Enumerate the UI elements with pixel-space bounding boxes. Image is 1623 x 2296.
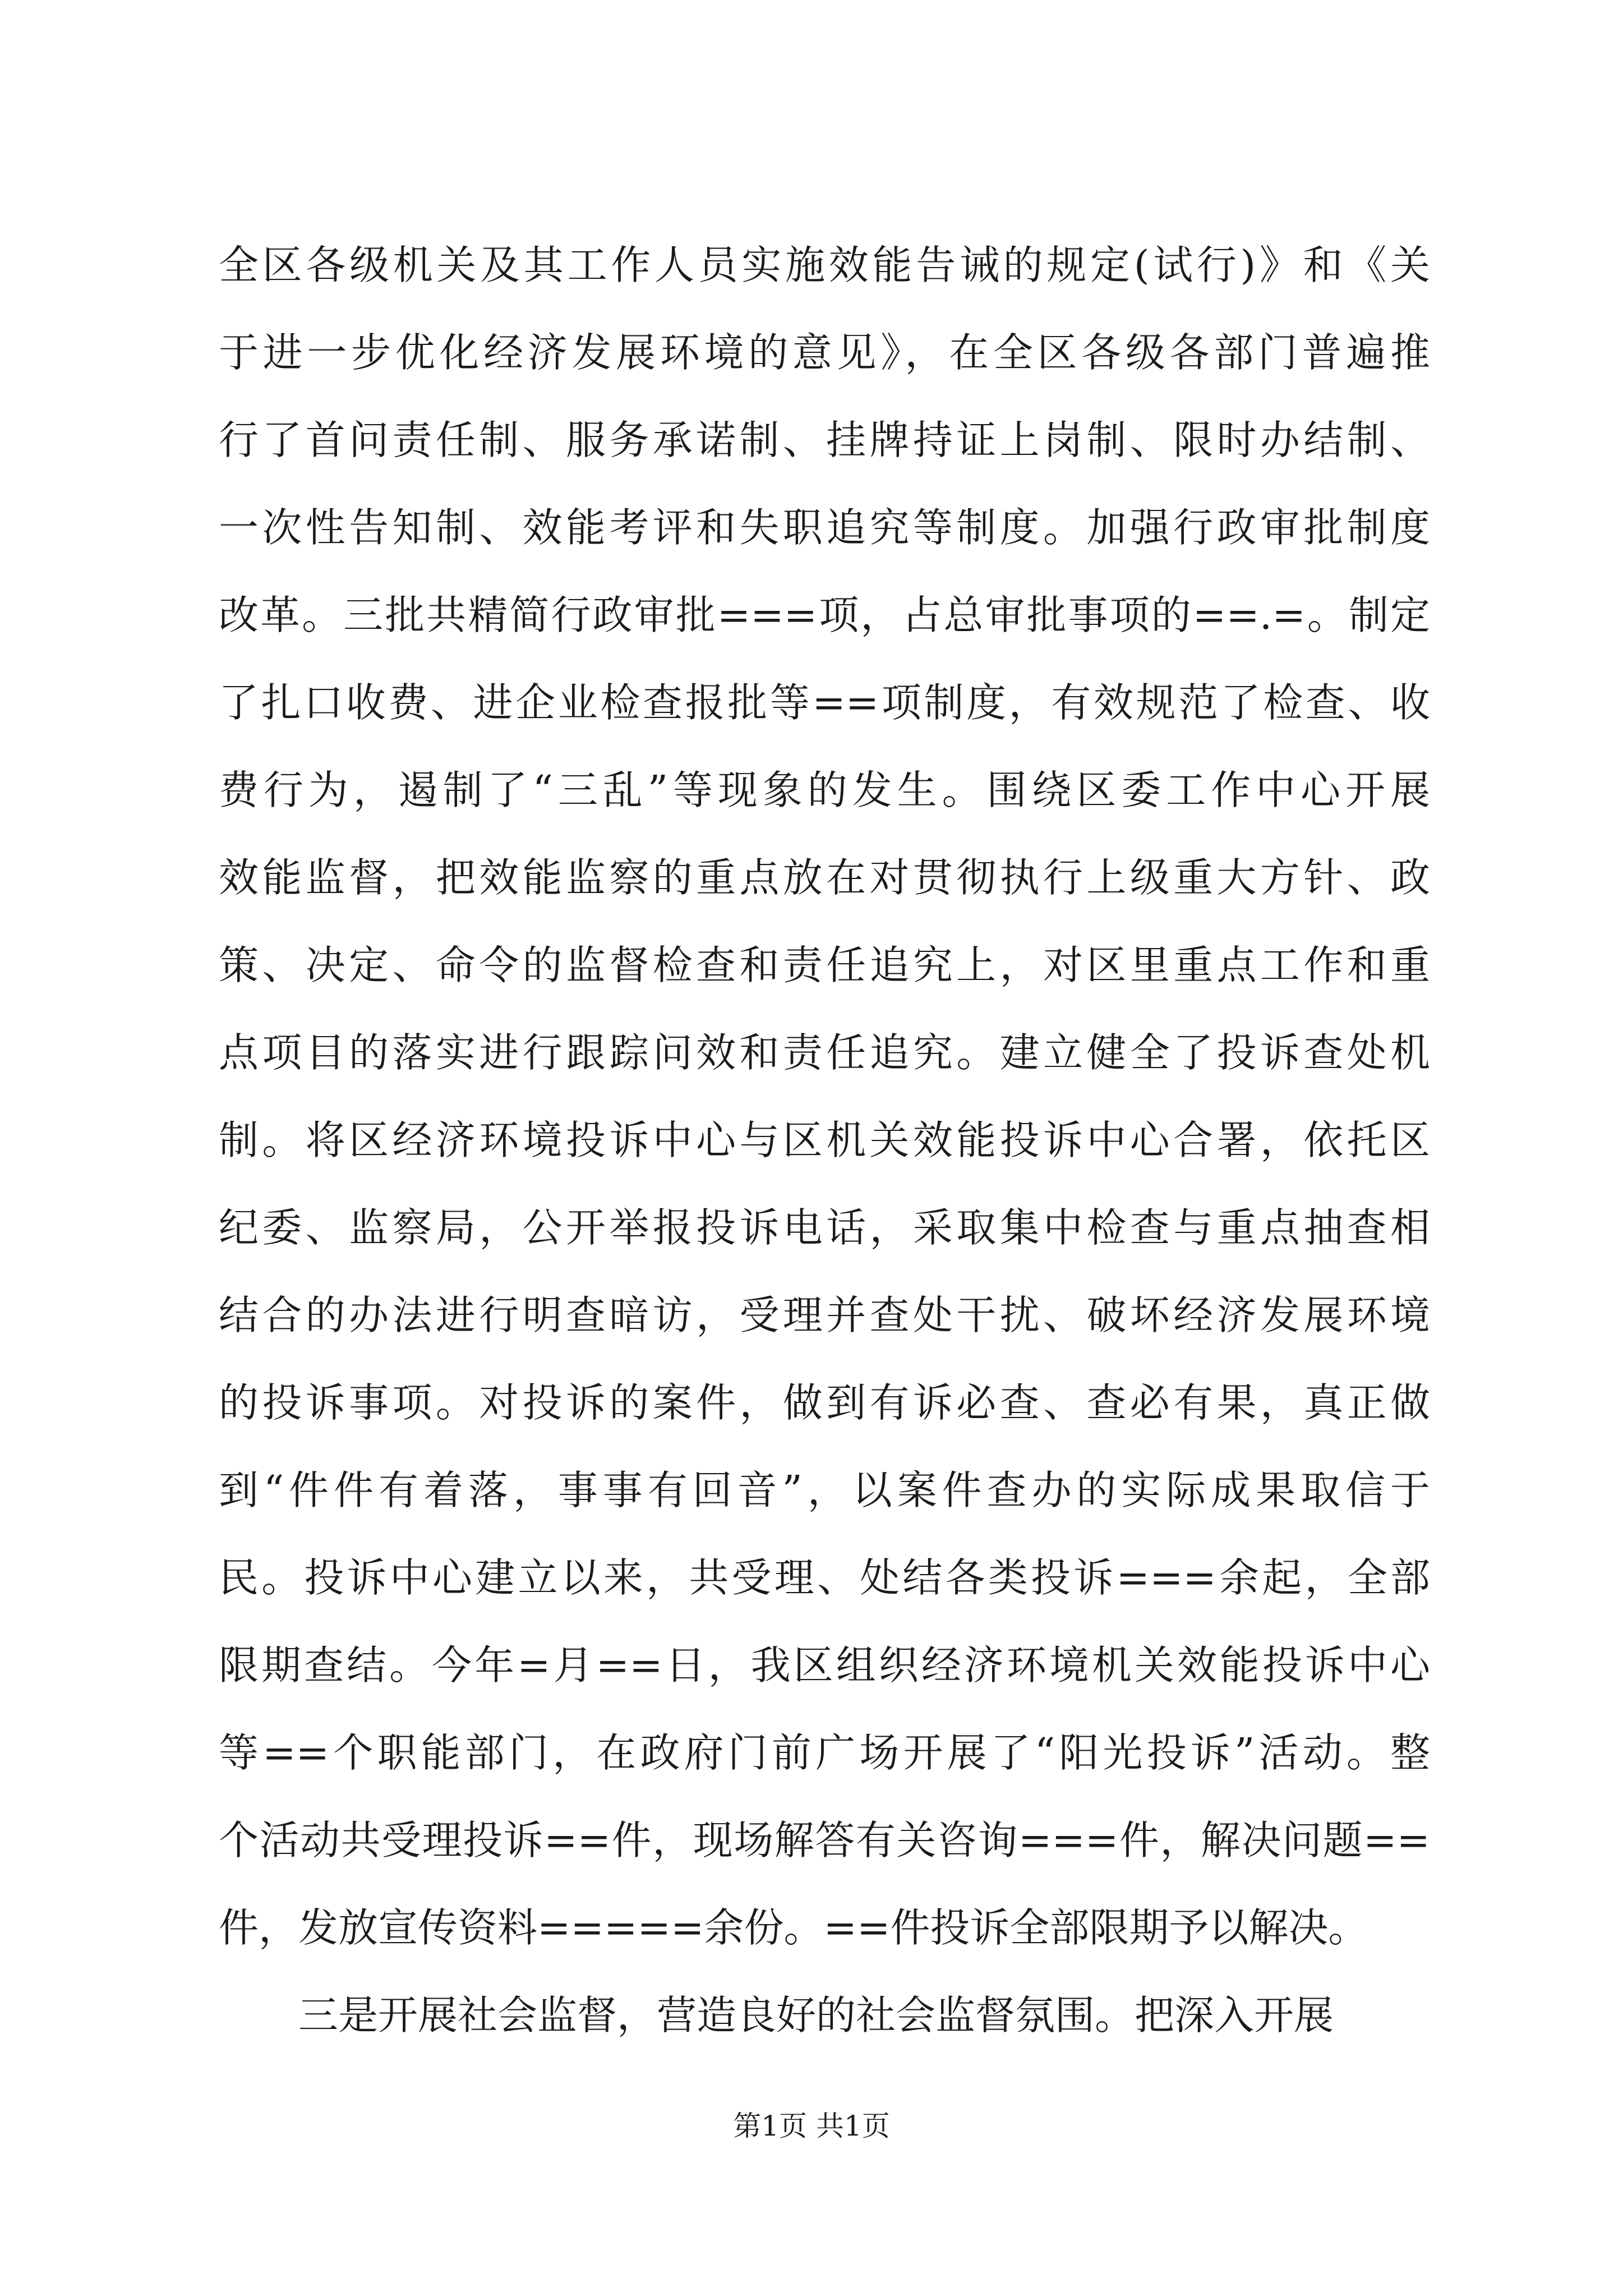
text-line: 于进一步优化经济发展环境的意见》，在全区各级各部门普遍推 bbox=[219, 329, 1430, 376]
text-line: 的投诉事项。对投诉的案件，做到有诉必查、查必有果，真正做 bbox=[219, 1379, 1430, 1426]
text-line: 等==个职能部门，在政府门前广场开展了“阳光投诉”活动。整 bbox=[219, 1729, 1430, 1776]
text-line: 制。将区经济环境投诉中心与区机关效能投诉中心合署，依托区 bbox=[219, 1117, 1430, 1163]
text-line: 限期查结。今年=月==日，我区组织经济环境机关效能投诉中心 bbox=[219, 1642, 1430, 1688]
text-line: 点项目的落实进行跟踪问效和责任追究。建立健全了投诉查处机 bbox=[219, 1029, 1430, 1076]
text-line: 费行为，遏制了“三乱”等现象的发生。围绕区委工作中心开展 bbox=[219, 767, 1430, 813]
text-line: 策、决定、命令的监督检查和责任追究上，对区里重点工作和重 bbox=[219, 942, 1430, 988]
text-line: 了扎口收费、进企业检查报批等==项制度，有效规范了检查、收 bbox=[219, 679, 1430, 726]
text-line: 民。投诉中心建立以来，共受理、处结各类投诉===余起，全部 bbox=[219, 1554, 1430, 1601]
text-line: 一次性告知制、效能考评和失职追究等制度。加强行政审批制度 bbox=[219, 504, 1430, 551]
text-line: 结合的办法进行明查暗访，受理并查处干扰、破坏经济发展环境 bbox=[219, 1292, 1430, 1338]
text-line: 件，发放宣传资料=====余份。==件投诉全部限期予以解决。 bbox=[219, 1904, 1368, 1951]
text-line: 全区各级机关及其工作人员实施效能告诫的规定(试行)》和《关 bbox=[219, 242, 1430, 288]
text-line: 到“件件有着落，事事有回音”，以案件查办的实际成果取信于 bbox=[219, 1467, 1430, 1513]
text-line: 个活动共受理投诉==件，现场解答有关咨询===件，解决问题== bbox=[219, 1817, 1430, 1864]
page-footer: 第1页 共1页 bbox=[733, 2110, 890, 2142]
text-line: 纪委、监察局，公开举报投诉电话，采取集中检查与重点抽查相 bbox=[219, 1204, 1430, 1251]
document-body bbox=[219, 222, 1430, 2059]
text-line: 行了首问责任制、服务承诺制、挂牌持证上岗制、限时办结制、 bbox=[219, 417, 1430, 463]
text-line: 改革。三批共精简行政审批===项，占总审批事项的==.=。制定 bbox=[219, 592, 1430, 638]
text-line: 效能监督，把效能监察的重点放在对贯彻执行上级重大方针、政 bbox=[219, 854, 1430, 901]
paragraph-first-line: 三是开展社会监督，营造良好的社会监督氛围。把深入开展 bbox=[298, 1992, 1334, 2039]
